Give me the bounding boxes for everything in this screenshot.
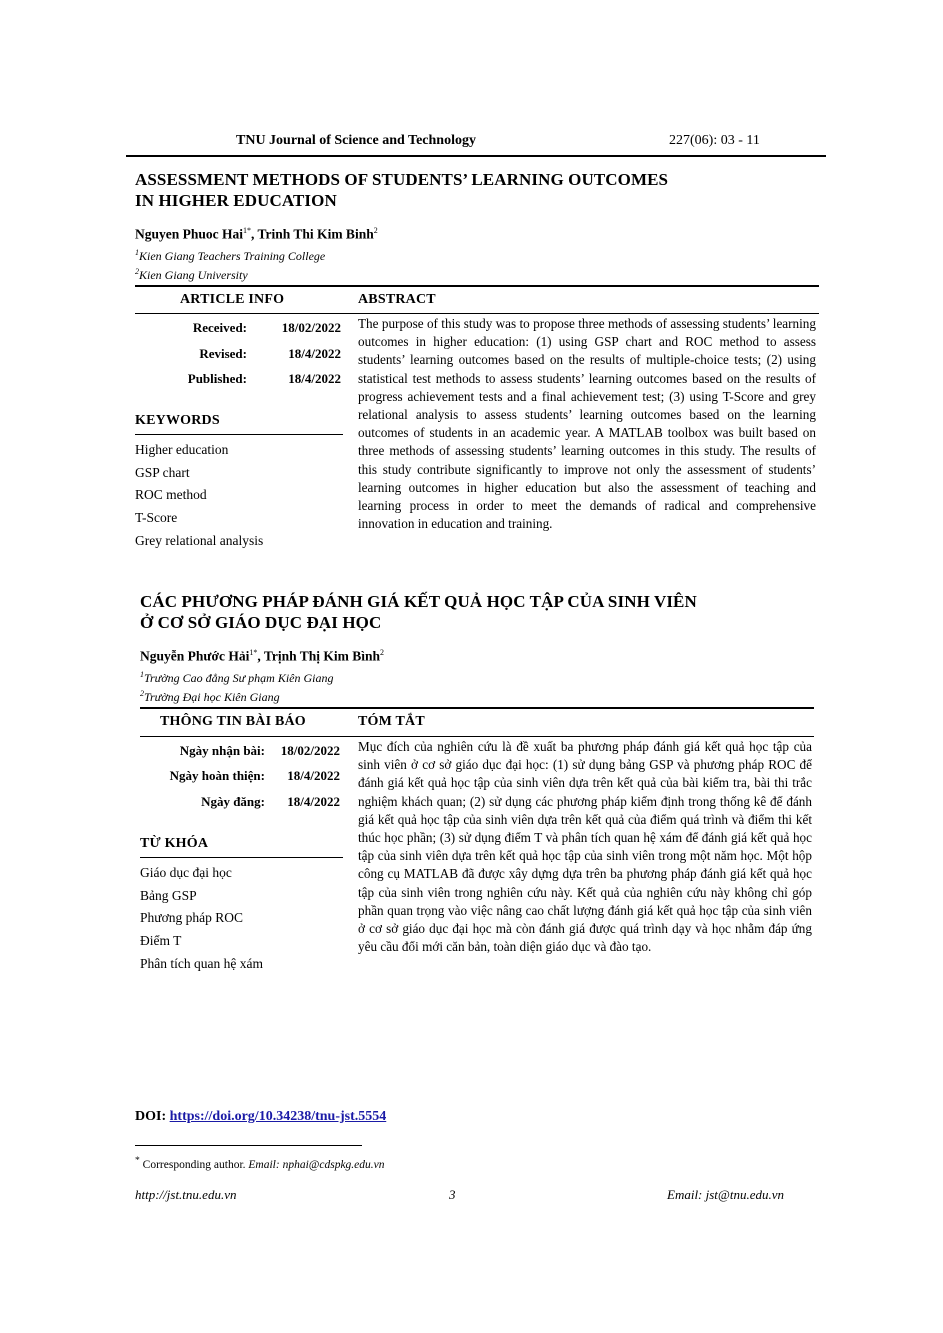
- footnote-text: Corresponding author.: [142, 1158, 246, 1171]
- footnote-email: nphai@cdspkg.edu.vn: [282, 1158, 385, 1171]
- en-revised-label: Revised:: [199, 346, 247, 361]
- footer-email: Email: jst@tnu.edu.vn: [667, 1187, 785, 1202]
- vi-author-1: Nguyễn Phước Hải: [140, 648, 250, 664]
- en-title: [135, 169, 668, 211]
- en-title-line-2: IN HIGHER EDUCATION: [135, 191, 337, 210]
- en-aff-1-num: 1: [135, 248, 139, 257]
- vi-article-info-heading: THÔNG TIN BÀI BÁO: [160, 714, 306, 729]
- vi-published-value: 18/4/2022: [287, 794, 340, 809]
- en-info-top-rule: [135, 285, 819, 287]
- en-info-bottom-rule: [135, 313, 819, 314]
- doi-label: DOI:: [135, 1109, 167, 1124]
- en-title-line-1: ASSESSMENT METHODS OF STUDENTS’ LEARNING OUTCOMES: [135, 170, 669, 189]
- en-authors: Nguyen Phuoc Hai$^{1*}$, Trinh Thi Kim Binh$^2$: [135, 226, 378, 242]
- journal-name: TNU Journal of Science and Technology: [236, 133, 476, 148]
- vi-affiliations: [140, 667, 334, 705]
- footnote-marker: *: [135, 1155, 140, 1166]
- vi-aff-1: Trường Cao đẳng Sư phạm Kiên Giang: [144, 671, 334, 685]
- vi-title-line-1: CÁC PHƯƠNG PHÁP ĐÁNH GIÁ KẾT QUẢ HỌC TẬP CỦA SINH VIÊN: [140, 592, 697, 611]
- en-published-value: 18/4/2022: [288, 371, 341, 386]
- issue-pages: 227(06): 03 - 11: [669, 133, 760, 148]
- doi: [135, 1109, 386, 1125]
- en-article-info-heading: ARTICLE INFO: [180, 292, 285, 307]
- en-aff-2-num: 2: [135, 267, 139, 276]
- doi-link[interactable]: https://doi.org/10.34238/tnu-jst.5554: [169, 1109, 387, 1124]
- en-keywords-heading: KEYWORDS: [135, 413, 220, 428]
- vi-title-line-2: Ở CƠ SỞ GIÁO DỤC ĐẠI HỌC: [140, 613, 382, 632]
- vi-received-label: Ngày nhận bài:: [179, 743, 265, 758]
- vi-keywords-heading: TỪ KHÓA: [140, 836, 209, 851]
- en-received-label: Received:: [192, 320, 247, 335]
- vi-revised-label: Ngày hoàn thiện:: [169, 768, 265, 783]
- footer-url: http://jst.tnu.edu.vn: [135, 1187, 237, 1202]
- vi-revised-value: 18/4/2022: [287, 768, 340, 783]
- en-keyword: Grey relational analysis: [135, 532, 264, 548]
- en-received-value: 18/02/2022: [281, 320, 341, 335]
- vi-abstract-heading: TÓM TẮT: [358, 714, 425, 729]
- vi-title: [140, 591, 697, 633]
- en-author-1: Nguyen Phuoc Hai: [135, 226, 244, 242]
- en-published-label: Published:: [187, 371, 247, 386]
- vi-abstract-text: Mục đích của nghiên cứu là đề xuất ba phương pháp đánh giá kết quả học tập của sinh viên ở cơ sở giáo dục đại học: (1) sử dụng bảng GSP và phương pháp ROC để đánh giá kết quả học tập của sinh viên dựa trên kết quả của bài kiểm tra, bài thi trắc nghiệm khách quan; (2) sử dụng các phương pháp kiểm định trong thống kê để đánh giá kết quả học tập của sinh viên dựa trên kết quả của điểm quá trình và điểm thi kết thúc học phần; (3) sử dụng điểm T và phân tích quan hệ xám để đánh giá kết quả học tập của sinh viên dựa trên kết quả học tập của sinh viên trong một năm học. Một hộp công cụ MATLAB đã được xây dựng dựa trên ba phương pháp đánh giá kết quả học tập của sinh viên trong nghiên cứu này. Kết quả của nghiên cứu này không chỉ góp phần quan trọng vào việc nâng cao chất lượng đánh giá kết quả học tập của sinh viên ở cơ sở giáo dục đại học mà còn đánh giá được quá trình dạy và học nhằm đáp ứng yêu cầu đổi mới căn bản, toàn diện giáo dục và đào tạo.: [358, 739, 812, 955]
- vi-keyword: Giáo dục đại học: [140, 865, 232, 880]
- vi-keywords-rule: [140, 857, 343, 858]
- en-keyword-list: [135, 439, 263, 553]
- en-keyword: GSP chart: [135, 464, 190, 480]
- en-author-2: Trinh Thi Kim Binh: [257, 226, 374, 242]
- vi-authors: Nguyễn Phước Hải$^{1*}$, Trịnh Thị Kim Bình$^2$: [140, 648, 385, 664]
- footnote-rule: [135, 1145, 362, 1146]
- footer-page: 3: [449, 1187, 456, 1202]
- footnote: [135, 1155, 385, 1171]
- vi-keyword: Phân tích quan hệ xám: [140, 955, 263, 971]
- vi-received-value: 18/02/2022: [280, 743, 340, 758]
- en-affiliations: [135, 245, 325, 283]
- en-aff-1: Kien Giang Teachers Training College: [139, 249, 326, 263]
- en-author-1-sup: 1*: [243, 226, 252, 235]
- en-abstract-heading: ABSTRACT: [358, 292, 436, 307]
- en-keyword: Higher education: [135, 442, 229, 457]
- vi-author-2: Trịnh Thị Kim Bình: [263, 648, 381, 664]
- en-aff-2: Kien Giang University: [139, 268, 248, 282]
- vi-info-bottom-rule: [140, 736, 814, 737]
- vi-aff-2-num: 2: [140, 689, 144, 698]
- en-revised-value: 18/4/2022: [288, 346, 341, 361]
- vi-keyword: Phương pháp ROC: [140, 910, 243, 926]
- vi-published-label: Ngày đăng:: [201, 794, 265, 809]
- en-keyword: ROC method: [135, 487, 207, 503]
- vi-author-1-sup: 1*: [249, 648, 258, 657]
- en-author-2-sup: 2: [373, 226, 378, 235]
- en-keyword: T-Score: [135, 510, 178, 526]
- vi-aff-1-num: 1: [140, 670, 144, 679]
- en-abstract-text: The purpose of this study was to propose three methods of assessing students’ learning outcomes in higher education: (1) using GSP chart and ROC method to assess students’ learning outcomes based on the results of multiple-choice tests; (2) using statistical test methods to assess students’ learning outcomes based on the results of progress achievement tests and a final achievement test; (3) using T-Score and grey relational analysis to assess students’ learning outcomes based on the learning outcomes of students in an academic year. A MATLAB toolbox was built based on three methods of assessing students’ learning outcomes in this study. The results of this study contribute significantly to improve not only the assessment of students’ learning outcomes in higher education but also the assessment of teaching and learning process in order to meet the demands of radical and comprehensive innovation in education and training.: [358, 316, 816, 532]
- vi-aff-2: Trường Đại học Kiên Giang: [144, 690, 280, 704]
- vi-info-top-rule: [140, 707, 814, 709]
- footnote-email-label: Email:: [248, 1158, 280, 1171]
- vi-keyword-list: [140, 862, 263, 976]
- vi-author-2-sup: 2: [380, 648, 385, 657]
- header-rule: [126, 155, 826, 157]
- vi-keyword: Điểm T: [140, 933, 182, 949]
- en-keywords-rule: [135, 434, 343, 435]
- vi-keyword: Bảng GSP: [140, 887, 197, 903]
